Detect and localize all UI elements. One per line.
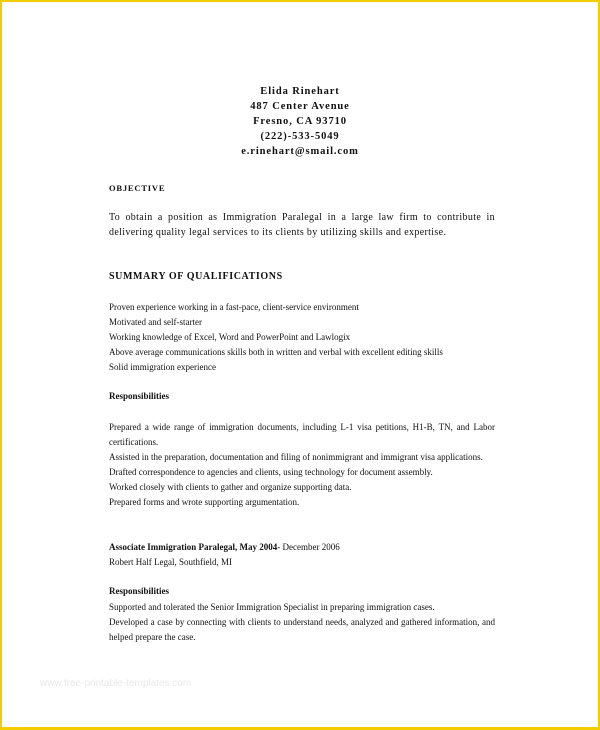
email-address: e.rinehart@smail.com bbox=[241, 146, 359, 157]
phone-number: (222)-533-5049 bbox=[260, 131, 340, 142]
responsibilities-heading: Responsibilities bbox=[109, 586, 170, 596]
summary-item: Solid immigration experience bbox=[109, 362, 216, 372]
responsibility-item: Supported and tolerated the Senior Immigration Specialist in preparing immigration cases. bbox=[109, 602, 435, 612]
responsibility-item: Drafted correspondence to agencies and clients, using technology for document assembly. bbox=[109, 467, 433, 477]
responsibilities-heading: Responsibilities bbox=[109, 391, 170, 401]
job-title: Associate Immigration Paralegal, May 2004 bbox=[109, 542, 278, 552]
responsibility-item: Worked closely with clients to gather and organize supporting data. bbox=[109, 482, 352, 492]
summary-item: Above average communications skills both in written and verbal with excellent editing skills bbox=[109, 347, 443, 357]
responsibility-item: Assisted in the preparation, documentation and filing of nonimmigrant and immigrant visa applications. bbox=[109, 452, 483, 462]
city-state-zip: Fresno, CA 93710 bbox=[253, 116, 347, 127]
street-address: 487 Center Avenue bbox=[250, 101, 350, 112]
contact-header bbox=[0, 84, 600, 159]
watermark: www.free-printable-templates.com bbox=[40, 678, 192, 689]
summary-heading: SUMMARY OF QUALIFICATIONS bbox=[109, 271, 283, 282]
responsibility-item: Prepared forms and wrote supporting argumentation. bbox=[109, 497, 300, 507]
job-dates: - December 2006 bbox=[277, 542, 340, 552]
responsibilities-list bbox=[109, 600, 495, 645]
summary-list bbox=[109, 300, 495, 375]
responsibility-item: Developed a case by connecting with clients to understand needs, analyzed and gathered information, and helped prepare the case. bbox=[109, 617, 495, 642]
summary-item: Motivated and self-starter bbox=[109, 317, 202, 327]
employer: Robert Half Legal, Southfield, MI bbox=[109, 557, 232, 567]
responsibility-item: Prepared a wide range of immigration documents, including L-1 visa petitions, H1-B, TN, and Labor certifications. bbox=[109, 422, 495, 447]
job-title-line bbox=[109, 540, 495, 555]
summary-item: Working knowledge of Excel, Word and PowerPoint and Lawlogix bbox=[109, 332, 351, 342]
objective-heading: OBJECTIVE bbox=[109, 183, 166, 193]
summary-item: Proven experience working in a fast-pace, client-service environment bbox=[109, 302, 359, 312]
responsibilities-list bbox=[109, 420, 495, 510]
objective-text: To obtain a position as Immigration Paralegal in a large law firm to contribute in delivering quality legal services to its clients by utilizing skills and expertise. bbox=[109, 212, 495, 238]
applicant-name: Elida Rinehart bbox=[260, 86, 340, 97]
job-entry bbox=[109, 540, 495, 570]
